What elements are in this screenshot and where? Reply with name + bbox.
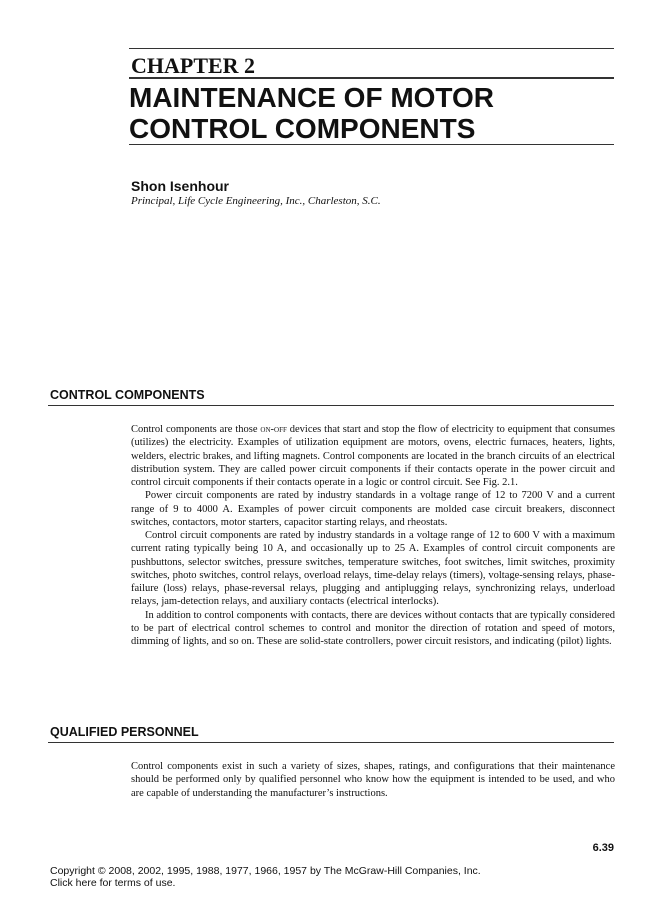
section-heading-control-components: CONTROL COMPONENTS xyxy=(50,388,205,402)
paragraph: Control components are those on-off devices that start and stop the flow of electricity to equipment that consumes (utilizes) the electricity. Examples of utilization equipment are motors, ovens, electric furnaces, heaters, lights, welders, electric brakes, and lifting magnets. Control components are located in the branch circuits of an electrical distribution system. They are called power circuit components if their contacts operate in the power circuit and control circuit components if their contacts operate in a logic or control circuit. See Fig. 2.1. xyxy=(131,424,615,488)
section-heading-qualified-personnel: QUALIFIED PERSONNEL xyxy=(50,725,199,739)
chapter-top-rule xyxy=(129,48,614,49)
section-body-control-components xyxy=(131,423,615,648)
paragraph: In addition to control components with contacts, there are devices without contacts that are typically considered to be part of electrical control schemes to control and monitor the direction of rotation and speed of motors, dimming of lights, and so on. These are solid-state controllers, power circuit resistors, and indicating (pilot) lights. xyxy=(131,609,615,647)
copyright-footer xyxy=(50,865,481,889)
author-affiliation: Principal, Life Cycle Engineering, Inc., Charleston, S.C. xyxy=(131,195,381,207)
terms-of-use-link[interactable]: Click here for terms of use. xyxy=(50,877,176,889)
chapter-label: CHAPTER 2 xyxy=(131,53,256,78)
paragraph: Power circuit components are rated by industry standards in a voltage range of 12 to 7200 V and a current range of 9 to 4000 A. Examples of power circuit components are molded case circuit breakers, disconnect switches, contactors, motor starters, capacitor starting relays, and rheostats. xyxy=(131,490,615,528)
chapter-title: MAINTENANCE OF MOTOR CONTROL COMPONENTS xyxy=(129,82,495,144)
chapter-bottom-rule xyxy=(129,144,614,145)
author-name: Shon Isenhour xyxy=(131,178,229,194)
copyright-notice: Copyright © 2008, 2002, 1995, 1988, 1977, 1966, 1957 by The McGraw-Hill Companies, Inc. xyxy=(50,865,481,877)
section-rule-control-components xyxy=(48,405,614,406)
paragraph: Control components exist in such a variety of sizes, shapes, ratings, and configurations that their maintenance should be performed only by qualified personnel who know how the equipment is intended to be used, and who are capable of understanding the manufacturer’s instructions. xyxy=(131,761,615,799)
chapter-mid-rule xyxy=(129,77,614,79)
paragraph: Control circuit components are rated by industry standards in a voltage range of 12 to 600 V with a maximum current rating typically being 10 A, and occasionally up to 25 A. Examples of control circuit components are pushbuttons, selector switches, pressure switches, temperature switches, foot switches, limit switches, proximity switches, photo switches, control relays, overload relays, time-delay relays (timers), voltage-sensing relays, phase-failure (loss) relays, phase-reversal relays, plugging and antiplugging relays, synchronizing relays, underload relays, jam-detection relays, and auxiliary contacts (electrical interlocks). xyxy=(131,530,615,608)
section-body-qualified-personnel xyxy=(131,760,615,800)
page-number: 6.39 xyxy=(592,842,614,854)
section-rule-qualified-personnel xyxy=(48,742,614,743)
